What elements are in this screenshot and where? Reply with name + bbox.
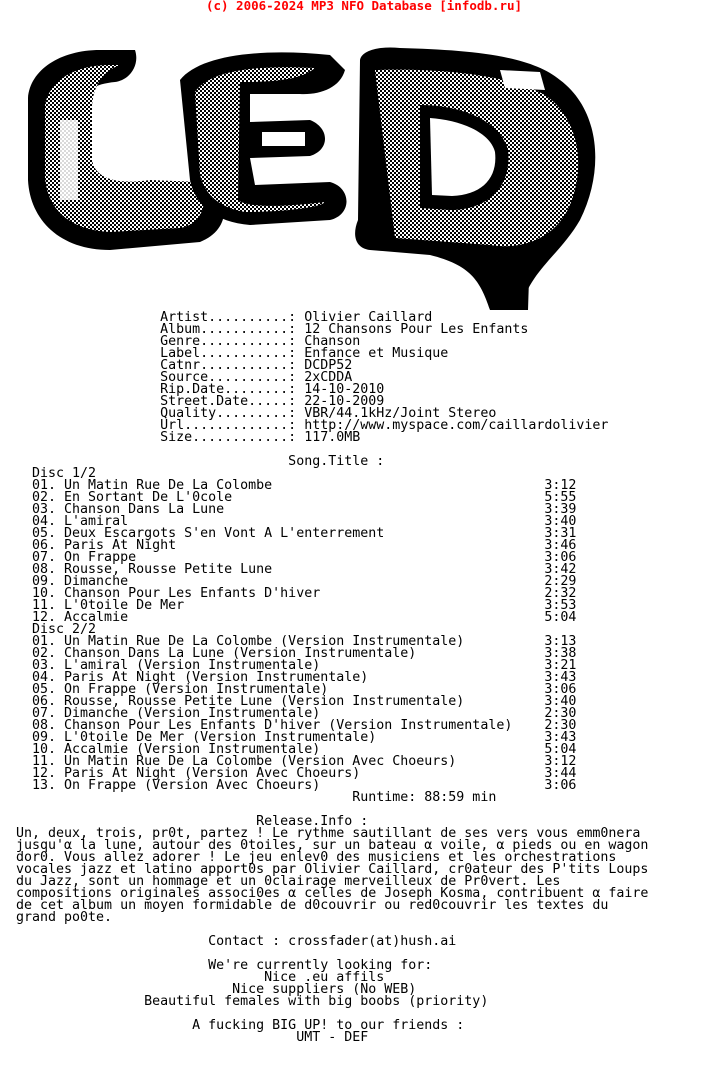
nfo-line: 10. Accalmie (Version Instrumentale) 5:04 xyxy=(16,742,577,757)
nfo-line: 05. On Frappe (Version Instrumentale) 3:06 xyxy=(16,682,577,697)
nfo-line: 13. On Frappe (Version Avec Choeurs) 3:06 xyxy=(16,778,577,793)
nfo-line: 03. Chanson Dans La Lune 3:39 xyxy=(16,502,577,517)
nfo-line: 11. Un Matin Rue De La Colombe (Version Avec Choeurs) 3:12 xyxy=(16,754,577,769)
nfo-line: Genre...........: Chanson xyxy=(16,334,361,349)
nfo-line: 05. Deux Escargots S'en Vont A L'enterrement 3:31 xyxy=(16,526,577,541)
nfo-line: dor0. Vous allez adorer ! Le jeu enlev0 des musiciens et les orchestrations xyxy=(16,850,617,865)
nfo-line: 06. Paris At Night 3:46 xyxy=(16,538,577,553)
nfo-line: Url.............: http://www.myspace.com/caillardolivier xyxy=(16,418,609,433)
nfo-line: Label...........: Enfance et Musique xyxy=(16,346,449,361)
nfo-line: 02. Chanson Dans La Lune (Version Instrumentale) 3:38 xyxy=(16,646,577,661)
nfo-line: Rip.Date........: 14-10-2010 xyxy=(16,382,385,397)
nfo-line: vocales jazz et latino apport0s par Olivier Caillard, cr0ateur des P'tits Loups xyxy=(16,862,649,877)
nfo-line: 12. Accalmie 5:04 xyxy=(16,610,577,625)
nfo-line: 09. L'0toile De Mer (Version Instrumentale) 3:43 xyxy=(16,730,577,745)
nfo-line: 10. Chanson Pour Les Enfants D'hiver 2:32 xyxy=(16,586,577,601)
nfo-line: Beautiful females with big boobs (priority) xyxy=(16,994,489,1009)
nfo-line: Runtime: 88:59 min xyxy=(16,790,497,805)
nfo-line: Album...........: 12 Chansons Pour Les Enfants xyxy=(16,322,529,337)
nfo-line: Quality.........: VBR/44.1kHz/Joint Stereo xyxy=(16,406,497,421)
nfo-line: jusqu'α la lune, autour des 0toiles, sur un bateau α voile, α pieds ou en wagon xyxy=(16,838,649,853)
source-banner: (c) 2006-2024 MP3 NFO Database [infodb.ru] xyxy=(205,0,523,13)
nfo-line: du Jazz, sont un hommage et un 0clairage merveilleux de Pr0vert. Les xyxy=(16,874,561,889)
nfo-line: grand po0te. xyxy=(16,910,113,925)
nfo-line: We're currently looking for: xyxy=(16,958,433,973)
nfo-line: 04. Paris At Night (Version Instrumentale) 3:43 xyxy=(16,670,577,685)
nfo-line: Un, deux, trois, pr0t, partez ! Le rythme sautillant de ses vers vous emm0nera xyxy=(16,826,641,841)
nfo-line: 01. Un Matin Rue De La Colombe 3:12 xyxy=(16,478,577,493)
nfo-line: Street.Date.....: 22-10-2009 xyxy=(16,394,385,409)
nfo-line: Source..........: 2xCDDA xyxy=(16,370,353,385)
nfo-line: 04. L'amiral 3:40 xyxy=(16,514,577,529)
nfo-line: UMT - DEF xyxy=(16,1030,369,1045)
nfo-line: 03. L'amiral (Version Instrumentale) 3:21 xyxy=(16,658,577,673)
nfo-line: Song.Title : xyxy=(16,454,385,469)
nfo-line: 12. Paris At Night (Version Avec Choeurs) 3:44 xyxy=(16,766,577,781)
nfo-line: de cet album un moyen formidable de d0couvrir ou red0couvrir les textes du xyxy=(16,898,609,913)
nfo-line: Nice .eu affils xyxy=(16,970,385,985)
nfo-line: Release.Info : xyxy=(16,814,369,829)
nfo-line: 07. Dimanche (Version Instrumentale) 2:30 xyxy=(16,706,577,721)
nfo-line: 11. L'0toile De Mer 3:53 xyxy=(16,598,577,613)
nfo-line: 01. Un Matin Rue De La Colombe (Version Instrumentale) 3:13 xyxy=(16,634,577,649)
nfo-text-block xyxy=(16,312,648,1044)
nfo-line: Contact : crossfader(at)hush.ai xyxy=(16,934,457,949)
nfo-line: Disc 2/2 xyxy=(16,622,97,637)
nfo-line: 02. En Sortant De L'0cole 5:55 xyxy=(16,490,577,505)
nfo-line: Artist..........: Olivier Caillard xyxy=(16,310,433,325)
nfo-line: 09. Dimanche 2:29 xyxy=(16,574,577,589)
nfo-line: Catnr...........: DCDP52 xyxy=(16,358,353,373)
nfo-line: 06. Rousse, Rousse Petite Lune (Version Instrumentale) 3:40 xyxy=(16,694,577,709)
nfo-line: A fucking BIG UP! to our friends : xyxy=(16,1018,465,1033)
nfo-line: compositions originales associ0es α celles de Joseph Kosma, contribuent α faire xyxy=(16,886,649,901)
nfo-line: 08. Rousse, Rousse Petite Lune 3:42 xyxy=(16,562,577,577)
ascii-logo-image xyxy=(0,10,620,310)
nfo-line: Nice suppliers (No WEB) xyxy=(16,982,417,997)
nfo-line: 08. Chanson Pour Les Enfants D'hiver (Version Instrumentale) 2:30 xyxy=(16,718,577,733)
nfo-line: Size............: 117.0MB xyxy=(16,430,361,445)
nfo-line: 07. On Frappe 3:06 xyxy=(16,550,577,565)
nfo-line: Disc 1/2 xyxy=(16,466,97,481)
